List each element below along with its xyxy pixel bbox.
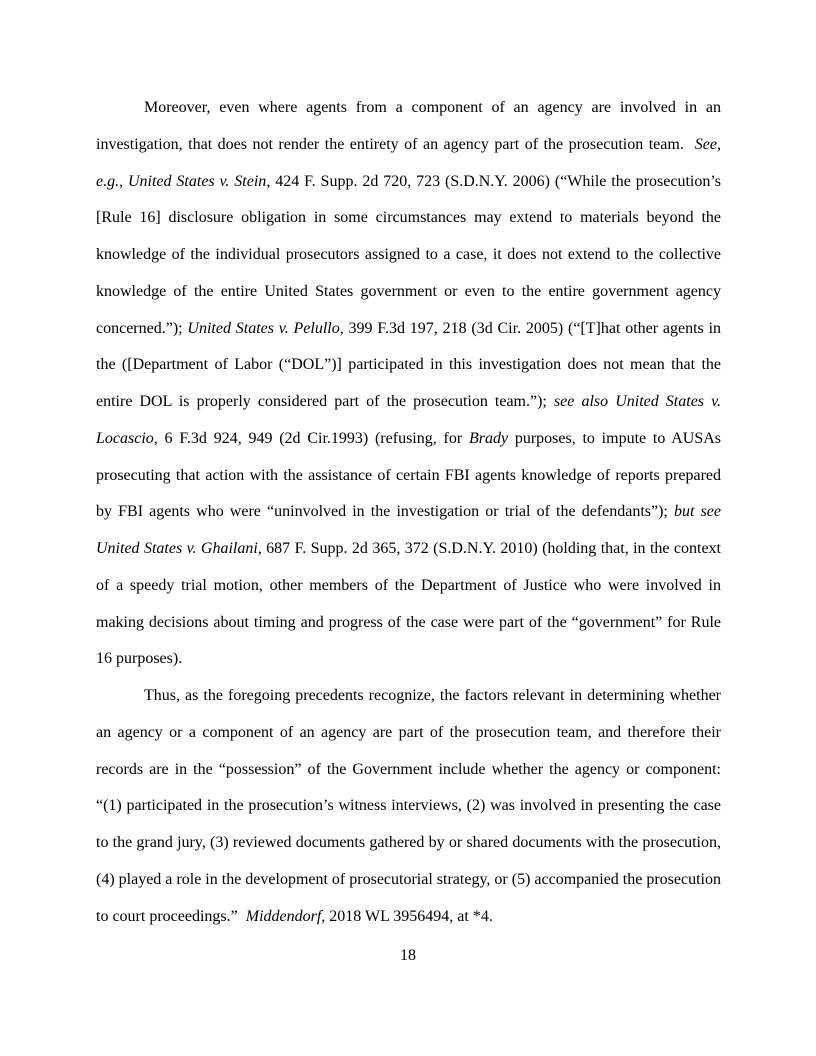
italic-text-run: see also United States v. Locascio bbox=[96, 393, 722, 447]
document-body bbox=[96, 90, 721, 935]
italic-text-run: but see United States v. Ghailani bbox=[96, 503, 721, 557]
text-run: , 2018 WL 3956494, at *4. bbox=[321, 907, 493, 925]
text-run: , 424 F. Supp. 2d 720, 723 (S.D.N.Y. 2006) (“While the prosecution’s [Rule 16] disclosure obligation in some circumstances may extend to materials beyond the knowledge of the individual prosecutors assigned to a case, it does not extend to the collective knowledge of the entire United States government or even to the entire government agency concerned.”); bbox=[96, 172, 722, 337]
italic-text-run: United States v. Pelullo bbox=[187, 319, 340, 337]
page-footer bbox=[0, 946, 816, 966]
page-number: 18 bbox=[400, 947, 416, 964]
italic-text-run: United States v. Stein bbox=[128, 172, 267, 190]
paragraph bbox=[96, 678, 721, 935]
italic-text-run: Middendorf bbox=[245, 907, 322, 925]
text-run: , 6 F.3d 924, 949 (2d Cir.1993) (refusing, for bbox=[153, 429, 469, 447]
paragraph bbox=[96, 90, 721, 678]
italic-text-run: See, e.g. bbox=[96, 135, 721, 190]
text-run: , bbox=[119, 172, 128, 190]
italic-text-run: Brady bbox=[468, 429, 509, 447]
text-run: Moreover, even where agents from a component of an agency are involved in an investigation, that does not render the entirety of an agency part of the prosecution team. bbox=[96, 99, 721, 153]
text-run: , 399 F.3d 197, 218 (3d Cir. 2005) (“[T]hat other agents in the ([Department of Labor (“DOL”)] participated in this investigation does not mean that the entire DOL is properly considered part of the prosecution team.”); bbox=[96, 319, 722, 410]
text-run: purposes, to impute to AUSAs prosecuting that action with the assistance of certain FBI agents knowledge of reports prepared by FBI agents who were “uninvolved in the investigation or trial of the defendants”); bbox=[96, 429, 721, 521]
text-run: , 687 F. Supp. 2d 365, 372 (S.D.N.Y. 2010) (holding that, in the context of a speedy trial motion, other members of the Department of Justice who were involved in making decisions about timing and progress of the case were part of the “government” for Rule 16 purposes). bbox=[96, 540, 721, 668]
text-run: Thus, as the foregoing precedents recognize, the factors relevant in determining whether an agency or a component of an agency are part of the prosecution team, and therefore their records are in the “possession” of the Government include whether the agency or component: “(1) participated in the prosecution’s witness interviews, (2) was involved in presenting the case to the grand jury, (3) reviewed documents gathered by or shared documents with the prosecution, (4) played a role in the development of prosecutorial strategy, or (5) accompanied the prosecution to court proceedings.” bbox=[96, 687, 721, 925]
